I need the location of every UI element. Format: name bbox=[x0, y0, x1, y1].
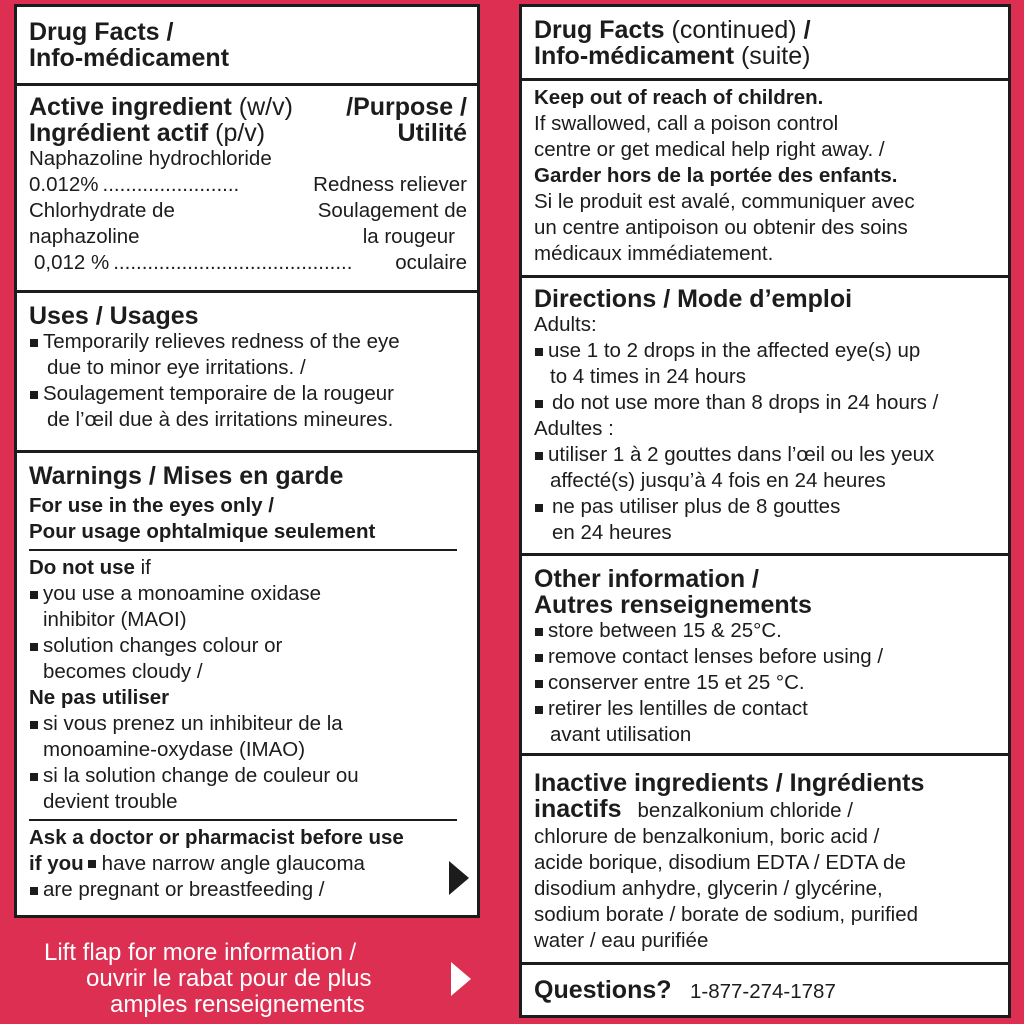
inactive-heading: Inactive ingredients / Ingrédients bbox=[534, 769, 925, 797]
bullet bbox=[88, 860, 96, 868]
drug-facts-continued-panel bbox=[519, 4, 1011, 1018]
uses-section bbox=[17, 293, 477, 453]
list-item: are pregnant or breastfeeding / bbox=[29, 877, 467, 903]
list-item: Temporarily relieves redness of the eye due to minor eye irritations. / bbox=[29, 329, 467, 381]
inactive-ingredients-section: Inactive ingredients / Ingrédients inactifs benzalkonium chloride / chlorure de benzalkonium, boric acid / acide borique, disodium EDTA / EDTA de disodium anhydre, glycerin / glycérine, sodium borate / borate de sodium, purified water / eau purifiée bbox=[522, 756, 1008, 965]
warnings-heading: Warnings / Mises en garde bbox=[29, 462, 344, 490]
questions-section bbox=[522, 965, 1008, 1018]
garder-hors-heading: Garder hors de la portée des enfants. bbox=[534, 164, 898, 187]
lift-flap-arrow-icon bbox=[451, 962, 471, 996]
list-item: conserver entre 15 et 25 °C. bbox=[534, 670, 998, 696]
list-item: si la solution change de couleur ou devient trouble bbox=[29, 763, 467, 815]
list-item: use 1 to 2 drops in the affected eye(s) up to 4 times in 24 hours bbox=[534, 338, 998, 390]
continue-arrow-icon bbox=[449, 861, 469, 895]
ingredient-purpose-fr: oculaire bbox=[395, 251, 467, 274]
list-item: you use a monoamine oxidase inhibitor (MAOI) bbox=[29, 581, 467, 633]
keep-out-of-reach-section: Keep out of reach of children. If swallowed, call a poison control centre or get medical help right away. / Garder hors de la portée des enfants. Si le produit est avalé, communiquer avec un centre antipoison ou obtenir des soins médicaux immédiatement. bbox=[522, 81, 1008, 278]
do-not-use-heading: Do not use bbox=[29, 556, 135, 579]
active-ingredient-section: Active ingredient (w/v) /Purpose / Ingrédient actif (p/v) Utilité Naphazoline hydrochloride 0.012% ........................ Redness reliever Chlorhydrate de Soulagement de naphazoline la rougeur 0,012 % .......................................... oculaire bbox=[17, 86, 477, 293]
drug-facts-panel bbox=[14, 4, 480, 918]
drug-facts-title-fr: Info-médicament bbox=[29, 44, 230, 72]
drug-facts-title-box bbox=[17, 7, 477, 86]
questions-label: Questions? bbox=[534, 976, 672, 1004]
drug-facts-title: Drug Facts / bbox=[29, 18, 174, 46]
other-information-section: Other information / Autres renseignements store between 15 & 25°C. remove contact lenses before using / conserver entre 15 et 25 °C. retirer les lentilles de contact avant utilisation bbox=[522, 556, 1008, 756]
ingredient-actif-heading: Ingrédient actif bbox=[29, 119, 209, 147]
lift-flap-note: Lift flap for more information / ouvrir le rabat pour de plus amples renseignements bbox=[44, 939, 372, 1018]
divider bbox=[29, 819, 457, 821]
list-item: ne pas utiliser plus de 8 gouttes en 24 heures bbox=[534, 494, 998, 546]
divider bbox=[29, 549, 457, 551]
ingredient-amount: 0.012% bbox=[29, 173, 99, 196]
directions-section: Directions / Mode d’emploi Adults: use 1 to 2 drops in the affected eye(s) up to 4 times in 24 hours do not use more than 8 drops in 24 hours / Adultes : utiliser 1 à 2 gouttes dans l’œil ou les yeux affecté(s) jusqu’à 4 fois en 24 heures ne pas utiliser plus de 8 gouttes en 24 heures bbox=[522, 278, 1008, 556]
directions-heading: Directions / Mode d’emploi bbox=[534, 285, 853, 313]
active-ingredient-heading: Active ingredient bbox=[29, 93, 232, 121]
warnings-section: Warnings / Mises en garde For use in the eyes only / Pour usage ophtalmique seulement Do not use if you use a monoamine oxidase inhibitor (MAOI) solution changes colour or becomes cloudy / Ne pas utiliser si vous prenez un inhibiteur de la monoamine-oxydase (IMAO) si la solution change de couleur ou devient trouble Ask a doctor or pharmacist before use if you have narrow angle glaucoma are pregnant or breastfeeding / bbox=[17, 453, 477, 915]
utilite-heading: Utilité bbox=[397, 119, 467, 147]
ingredient-name: Naphazoline hydrochloride bbox=[29, 147, 272, 170]
purpose-heading: /Purpose / bbox=[346, 93, 467, 121]
list-item: do not use more than 8 drops in 24 hours / bbox=[534, 390, 998, 416]
ask-doctor-heading: Ask a doctor or pharmacist before use bbox=[29, 826, 404, 849]
ingredient-amount-fr: 0,012 % bbox=[34, 251, 110, 274]
continued-title-box: Drug Facts (continued) / Info-médicament (suite) bbox=[522, 7, 1008, 81]
eyes-only-note: For use in the eyes only / bbox=[29, 494, 274, 517]
ingredient-name-fr: Chlorhydrate de bbox=[29, 199, 175, 222]
list-item: store between 15 & 25°C. bbox=[534, 618, 998, 644]
ingredient-purpose: Redness reliever bbox=[313, 173, 467, 196]
ne-pas-utiliser-heading: Ne pas utiliser bbox=[29, 686, 170, 709]
other-info-heading: Other information / bbox=[534, 565, 759, 593]
continued-title: Drug Facts (continued) / bbox=[534, 16, 811, 44]
list-item: remove contact lenses before using / bbox=[534, 644, 998, 670]
list-item: utiliser 1 à 2 gouttes dans l’œil ou les yeux affecté(s) jusqu’à 4 fois en 24 heures bbox=[534, 442, 998, 494]
phone-number: 1-877-274-1787 bbox=[689, 980, 836, 1003]
keep-out-heading: Keep out of reach of children. bbox=[534, 86, 824, 109]
list-item: solution changes colour or becomes cloudy / bbox=[29, 633, 467, 685]
list-item: retirer les lentilles de contact avant utilisation bbox=[534, 696, 998, 748]
uses-heading: Uses / Usages bbox=[29, 302, 199, 330]
list-item: si vous prenez un inhibiteur de la monoamine-oxydase (IMAO) bbox=[29, 711, 467, 763]
list-item: Soulagement temporaire de la rougeur de l’œil due à des irritations mineures. bbox=[29, 381, 467, 433]
